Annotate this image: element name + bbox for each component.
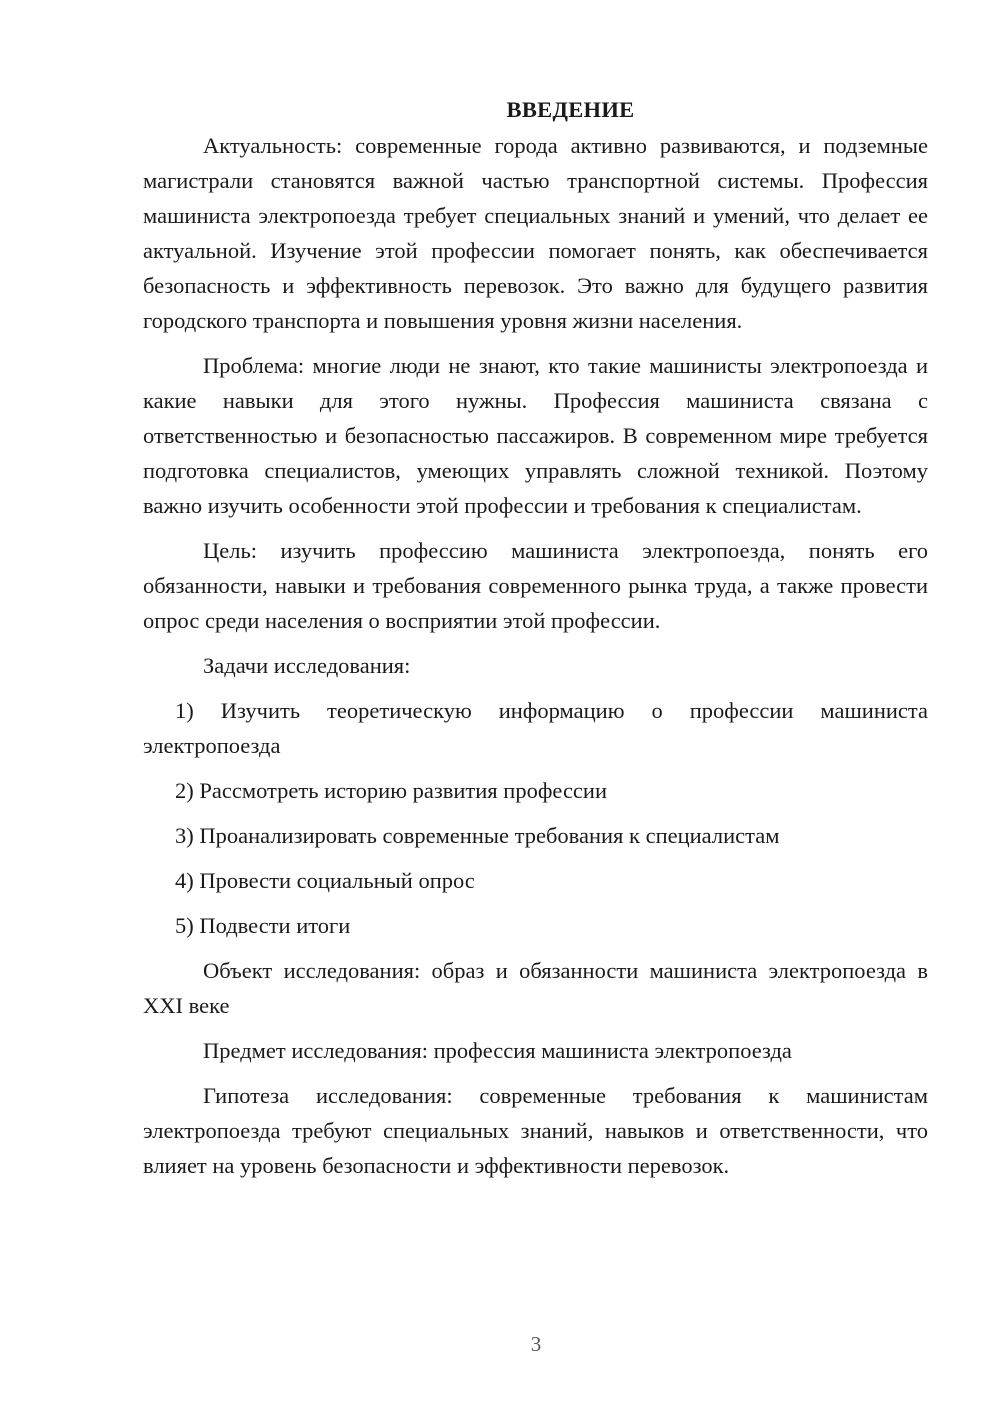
document-page bbox=[143, 92, 928, 1193]
page-title: ВВЕДЕНИЕ bbox=[506, 97, 635, 122]
list-item: 5) Подвести итоги bbox=[175, 913, 351, 938]
problem-paragraph: Проблема: многие люди не знают, кто такие машинисты электропоезда и какие навыки для этого нужны. Профессия машиниста связана с ответственностью и безопасностью пассажиров. В современном мире требуется подготовка специалистов, умеющих управлять сложной техникой. Поэтому важно изучить особенности этой профессии и требования к специалистам. bbox=[143, 353, 928, 518]
page-number: 3 bbox=[530, 1332, 542, 1356]
list-item: 4) Провести социальный опрос bbox=[175, 868, 475, 893]
object-paragraph: Объект исследования: образ и обязанности машиниста электропоезда в XXI веке bbox=[143, 958, 928, 1018]
tasks-list bbox=[143, 693, 928, 943]
tasks-title: Задачи исследования: bbox=[203, 653, 411, 678]
goal-paragraph: Цель: изучить профессию машиниста электропоезда, понять его обязанности, навыки и требования современного рынка труда, а также провести опрос среди населения о восприятии этой профессии. bbox=[143, 538, 928, 633]
relevance-paragraph: Актуальность: современные города активно развиваются, и подземные магистрали становятся важной частью транспортной системы. Профессия машиниста электропоезда требует специальных знаний и умений, что делает ее актуальной. Изучение этой профессии помогает понять, как обеспечивается безопасность и эффективность перевозок. Это важно для будущего развития городского транспорта и повышения уровня жизни населения. bbox=[143, 133, 928, 333]
list-item: 1) Изучить теоретическую информацию о профессии машиниста электропоезда bbox=[143, 698, 928, 758]
list-item: 2) Рассмотреть историю развития профессии bbox=[175, 778, 607, 803]
list-item: 3) Проанализировать современные требования к специалистам bbox=[175, 823, 780, 848]
hypothesis-paragraph: Гипотеза исследования: современные требования к машинистам электропоезда требуют специальных знаний, навыков и ответственности, что влияет на уровень безопасности и эффективности перевозок. bbox=[143, 1083, 928, 1178]
subject-paragraph: Предмет исследования: профессия машиниста электропоезда bbox=[203, 1038, 792, 1063]
